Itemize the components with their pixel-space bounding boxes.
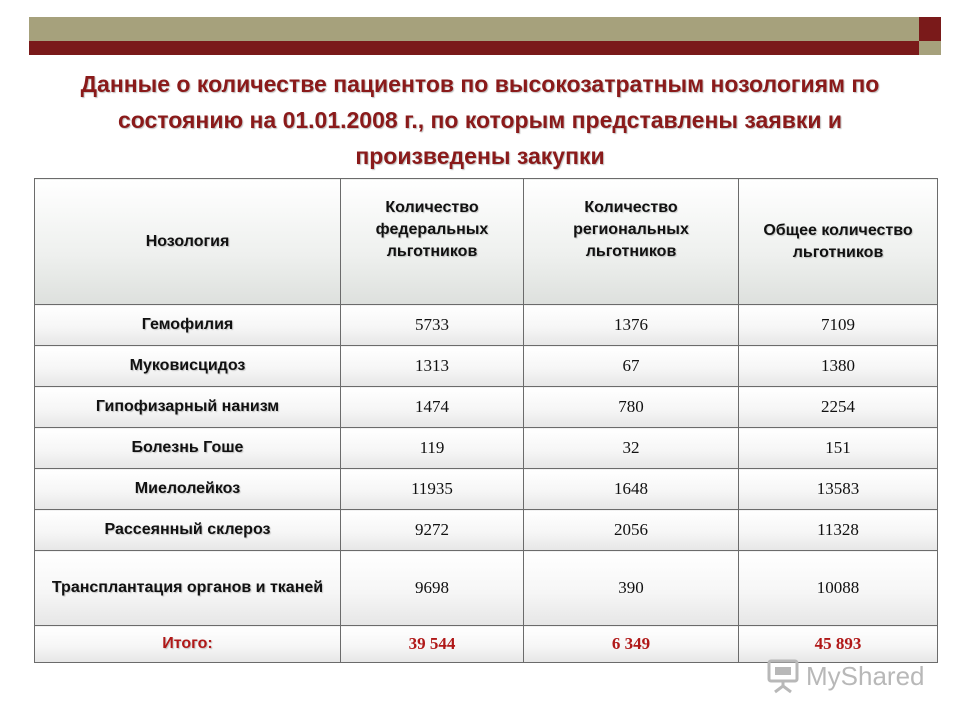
row-total: 11328 bbox=[739, 510, 938, 551]
row-federal: 11935 bbox=[341, 469, 524, 510]
row-federal: 1474 bbox=[341, 387, 524, 428]
row-total: 151 bbox=[739, 428, 938, 469]
top-olive-bar bbox=[29, 17, 919, 41]
row-federal: 9698 bbox=[341, 551, 524, 626]
top-maroon-bar bbox=[29, 41, 919, 55]
row-federal: 119 bbox=[341, 428, 524, 469]
row-total: 1380 bbox=[739, 346, 938, 387]
table-row bbox=[35, 305, 938, 346]
total-federal: 39 544 bbox=[341, 626, 524, 663]
row-nosology: Трансплантация органов и тканей bbox=[35, 551, 341, 626]
row-regional: 1376 bbox=[524, 305, 739, 346]
total-regional: 6 349 bbox=[524, 626, 739, 663]
corner-maroon-square bbox=[919, 17, 941, 41]
header-nosology: Нозология bbox=[35, 179, 341, 305]
total-label: Итого: bbox=[35, 626, 341, 663]
row-total: 2254 bbox=[739, 387, 938, 428]
table-row bbox=[35, 469, 938, 510]
table-row bbox=[35, 387, 938, 428]
table-row bbox=[35, 510, 938, 551]
header-regional: Количество региональных льготников bbox=[524, 179, 739, 305]
row-regional: 32 bbox=[524, 428, 739, 469]
row-federal: 1313 bbox=[341, 346, 524, 387]
row-regional: 780 bbox=[524, 387, 739, 428]
corner-olive-square bbox=[919, 41, 941, 55]
row-regional: 2056 bbox=[524, 510, 739, 551]
row-federal: 9272 bbox=[341, 510, 524, 551]
nosology-table bbox=[34, 178, 938, 663]
table-row bbox=[35, 346, 938, 387]
watermark-text: MyShared bbox=[806, 660, 925, 691]
row-nosology: Миелолейкоз bbox=[35, 469, 341, 510]
row-nosology: Гемофилия bbox=[35, 305, 341, 346]
row-nosology: Рассеянный склероз bbox=[35, 510, 341, 551]
row-federal: 5733 bbox=[341, 305, 524, 346]
row-regional: 1648 bbox=[524, 469, 739, 510]
row-nosology: Муковисцидоз bbox=[35, 346, 341, 387]
table-header-row bbox=[35, 179, 938, 305]
row-nosology: Гипофизарный нанизм bbox=[35, 387, 341, 428]
table-row bbox=[35, 551, 938, 626]
total-overall: 45 893 bbox=[739, 626, 938, 663]
myshared-watermark[interactable] bbox=[766, 656, 925, 696]
table-row bbox=[35, 428, 938, 469]
row-total: 10088 bbox=[739, 551, 938, 626]
row-total: 7109 bbox=[739, 305, 938, 346]
header-federal: Количество федеральных льготников bbox=[341, 179, 524, 305]
header-total: Общее количество льготников bbox=[739, 179, 938, 305]
presentation-board-icon bbox=[766, 658, 800, 694]
row-regional: 67 bbox=[524, 346, 739, 387]
slide-title: Данные о количестве пациентов по высокозатратным нозологиям по состоянию на 01.01.2008 г., по которым представлены заявки и произведены закупки bbox=[80, 71, 880, 169]
row-regional: 390 bbox=[524, 551, 739, 626]
row-nosology: Болезнь Гоше bbox=[35, 428, 341, 469]
row-total: 13583 bbox=[739, 469, 938, 510]
